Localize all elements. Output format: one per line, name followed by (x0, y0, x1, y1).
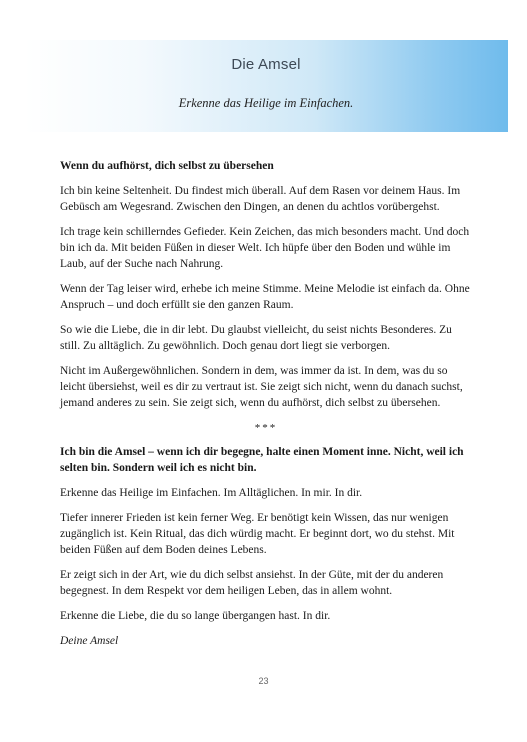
paragraph: Nicht im Außergewöhnlichen. Sondern in dem, was immer da ist. In dem, was du so leicht übersiehst, weil es dir zu vertraut ist. Sie zeigt sich nicht, wenn du danach suchst, jemand anderes zu sein. Sie zeigt sich, wenn du aufhörst, dich selbst zu übersehen. (60, 365, 463, 409)
paragraph: Erkenne das Heilige im Einfachen. Im Alltäglichen. In mir. In dir. (60, 487, 363, 499)
paragraph: Ich bin keine Seltenheit. Du findest mich überall. Auf dem Rasen vor deinem Haus. Im Gebüsch am Wegesrand. Zwischen den Dingen, an denen du achtlos vorübergehst. (60, 185, 461, 213)
paragraph: So wie die Liebe, die in dir lebt. Du glaubst vielleicht, du seist nichts Besonderes. Zu still. Zu alltäglich. Zu gewöhnlich. Doch genau dort liegt sie verborgen. (60, 324, 452, 352)
signature: Deine Amsel (60, 635, 119, 647)
paragraph: Ich trage kein schillerndes Gefieder. Kein Zeichen, das mich besonders macht. Und doch bin ich da. Mit beiden Füßen in dieser Welt. Ich hüpfe über den Boden und wühle im Laub, auf der Suche nach Nahrung. (60, 226, 470, 270)
section-separator: *** (254, 422, 278, 434)
paragraph: Erkenne die Liebe, die du so lange übergangen hast. In dir. (60, 610, 331, 622)
paragraph: Er zeigt sich in der Art, wie du dich selbst ansiehst. In der Güte, mit der du anderen begegnest. In dem Respekt vor dem heiligen Leben, das in allem wohnt. (60, 569, 444, 597)
chapter-title: Die Amsel (231, 56, 301, 73)
page-number: 23 (258, 676, 269, 686)
chapter-subtitle: Erkenne das Heilige im Einfachen. (178, 96, 354, 110)
section-heading: Ich bin die Amsel – wenn ich dir begegne, halte einen Moment inne. Nicht, weil ich selten bin. Sondern weil ich es nicht bin. (60, 446, 464, 474)
page-body (60, 158, 472, 658)
paragraph: Wenn der Tag leiser wird, erhebe ich meine Stimme. Meine Melodie ist einfach da. Ohne Anspruch – und doch erfüllt sie den ganzen Raum. (60, 283, 470, 311)
chapter-header (24, 40, 508, 132)
paragraph: Tiefer innerer Frieden ist kein ferner Weg. Er benötigt kein Wissen, das nur wenigen zugänglich ist. Kein Ritual, das dich würdig macht. Er beginnt dort, wo du stehst. Mit beiden Füßen auf dem Boden deines Lebens. (60, 512, 455, 556)
section-heading: Wenn du aufhörst, dich selbst zu übersehen (60, 160, 274, 172)
